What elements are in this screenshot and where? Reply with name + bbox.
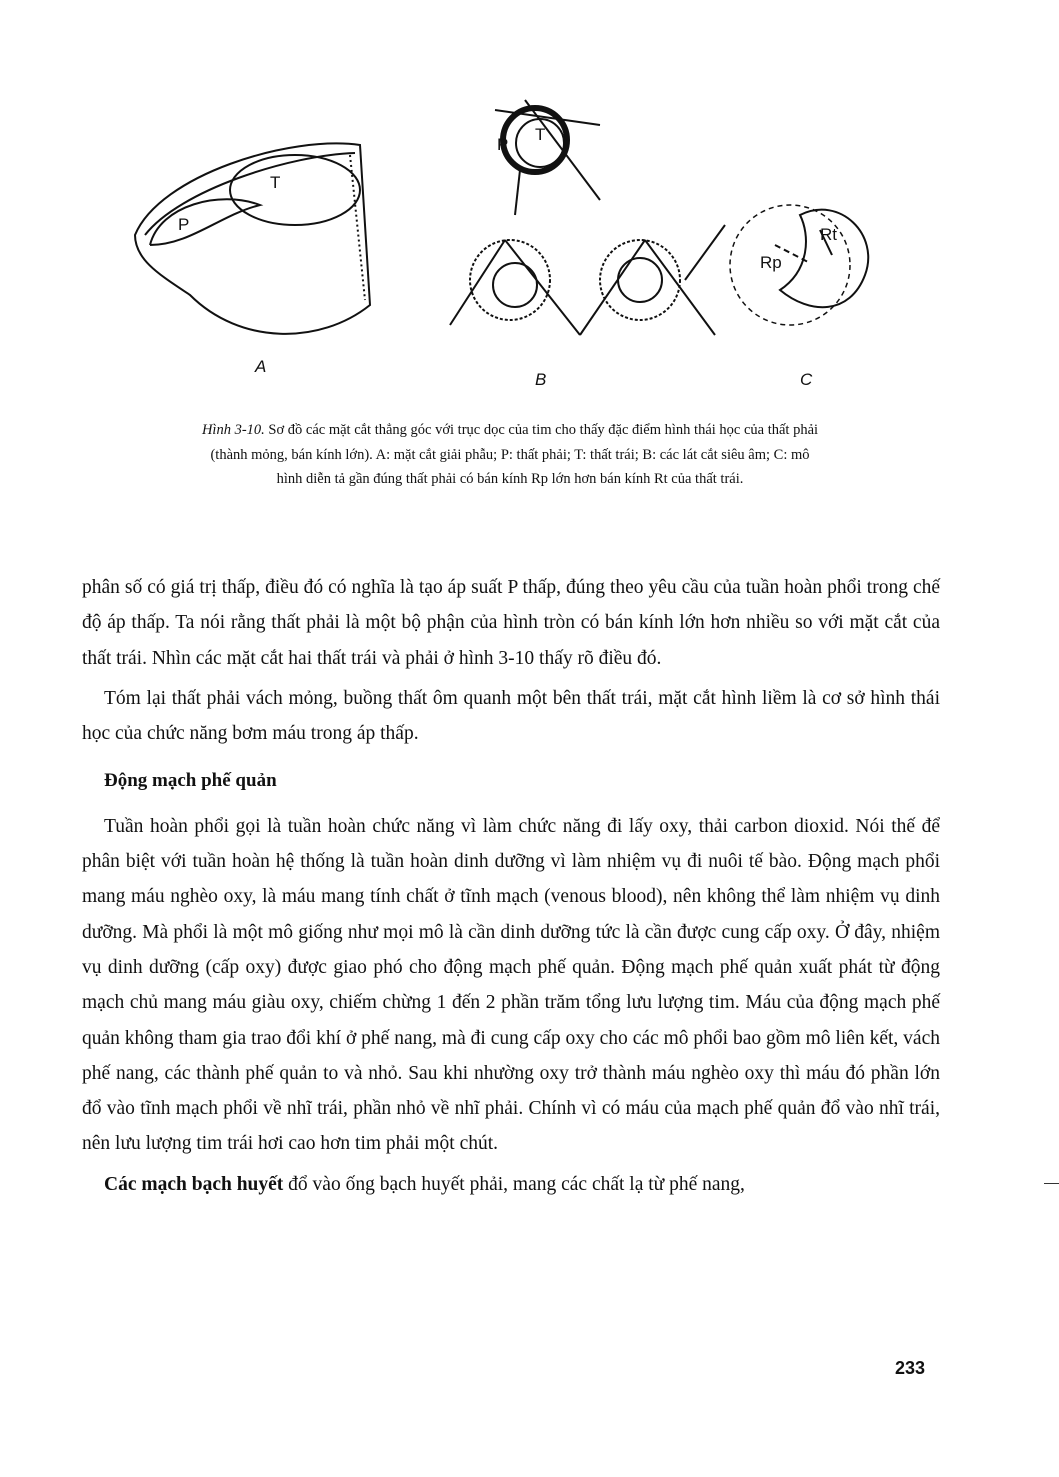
mark-t-b: T	[535, 125, 546, 144]
caption-text: Sơ đồ các mặt cắt thẳng góc với trục dọc của tim cho thấy đặc điểm hình thái học của thất phải (thành mỏng, bán kính lớn). A: mặt cắt giải phẫu; P: thất phải; T: thất trái; B: các lát cắt siêu âm; C: mô hình diễn tả gần đúng thất phải có bán kính Rp lớn hơn bán kính Rt của thất trái.	[210, 422, 819, 487]
section-heading: Động mạch phế quản	[104, 770, 277, 792]
mark-p: P	[178, 215, 190, 234]
inline-heading: Các mạch bạch huyết	[104, 1173, 284, 1195]
paragraph: Tuần hoàn phổi gọi là tuần hoàn chức năng vì làm chức năng đi lấy oxy, thải carbon dioxid. Nói thế để phân biệt với tuần hoàn hệ thống là tuần hoàn dinh dưỡng vì làm nhiệm vụ đi nuôi tế bào. Động mạch phổi mang máu nghèo oxy, là máu mang tính chất ở tĩnh mạch (venous blood), nên không thể làm nhiệm vụ dinh dưỡng. Mà phổi là một mô giống như mọi mô là cần dinh dưỡng tức là cần được cung cấp oxy. Ở đây, nhiệm vụ dinh dưỡng (cấp oxy) được giao phó cho động mạch phế quản. Động mạch phế quản xuất phát từ động mạch chủ mang máu giàu oxy, chiếm chừng 1 đến 2 phần trăm tổng lưu lượng tim. Máu của động mạch phế quản không tham gia trao đổi khí ở phế nang, mà đi cung cấp oxy cho các mô phổi bao gồm mô liên kết, vách phế nang, các thành phế quản to và nhỏ. Sau khi nhường oxy trở thành máu nghèo oxy thì máu đó phần lớn đổ vào tĩnh mạch phổi về nhĩ trái, phần nhỏ về nhĩ phải. Chính vì có máu của mạch phế quản đổ vào nhĩ trái, nên lưu lượng tim trái hơi cao hơn tim phải một chút.	[82, 815, 940, 1155]
figure-caption	[200, 418, 820, 492]
heart-cross-section-illustration	[120, 95, 900, 395]
panel-label-c: C	[800, 370, 813, 389]
mark-t: T	[270, 173, 281, 192]
panel-label-b: B	[535, 370, 547, 389]
figure-3-10	[120, 95, 900, 395]
mark-p-b: P	[497, 135, 509, 154]
page-number: 233	[895, 1358, 926, 1378]
paragraph: Tóm lại thất phải vách mỏng, buồng thất ôm quanh một bên thất trái, mặt cắt hình liềm là cơ sở hình thái học của chức năng bơm máu trong áp thấp.	[82, 687, 940, 745]
body-text	[82, 570, 940, 1202]
scan-edge-mark	[1044, 1183, 1059, 1184]
paragraph-text: đổ vào ống bạch huyết phải, mang các chất lạ từ phế nang,	[283, 1173, 745, 1195]
mark-rt: Rt	[820, 225, 837, 244]
mark-rp: Rp	[760, 253, 782, 272]
paragraph	[82, 1167, 940, 1202]
caption-figure-number: Hình 3-10.	[201, 422, 265, 438]
paragraph: phân số có giá trị thấp, điều đó có nghĩa là tạo áp suất P thấp, đúng theo yêu cầu của tuần hoàn phổi trong chế độ áp thấp. Ta nói rằng thất phải là một bộ phận của hình tròn có bán kính lớn hơn nhiều so với mặt cắt của thất trái. Nhìn các mặt cắt hai thất trái và phải ở hình 3-10 thấy rõ điều đó.	[82, 577, 940, 669]
panel-label-a: A	[255, 357, 267, 376]
